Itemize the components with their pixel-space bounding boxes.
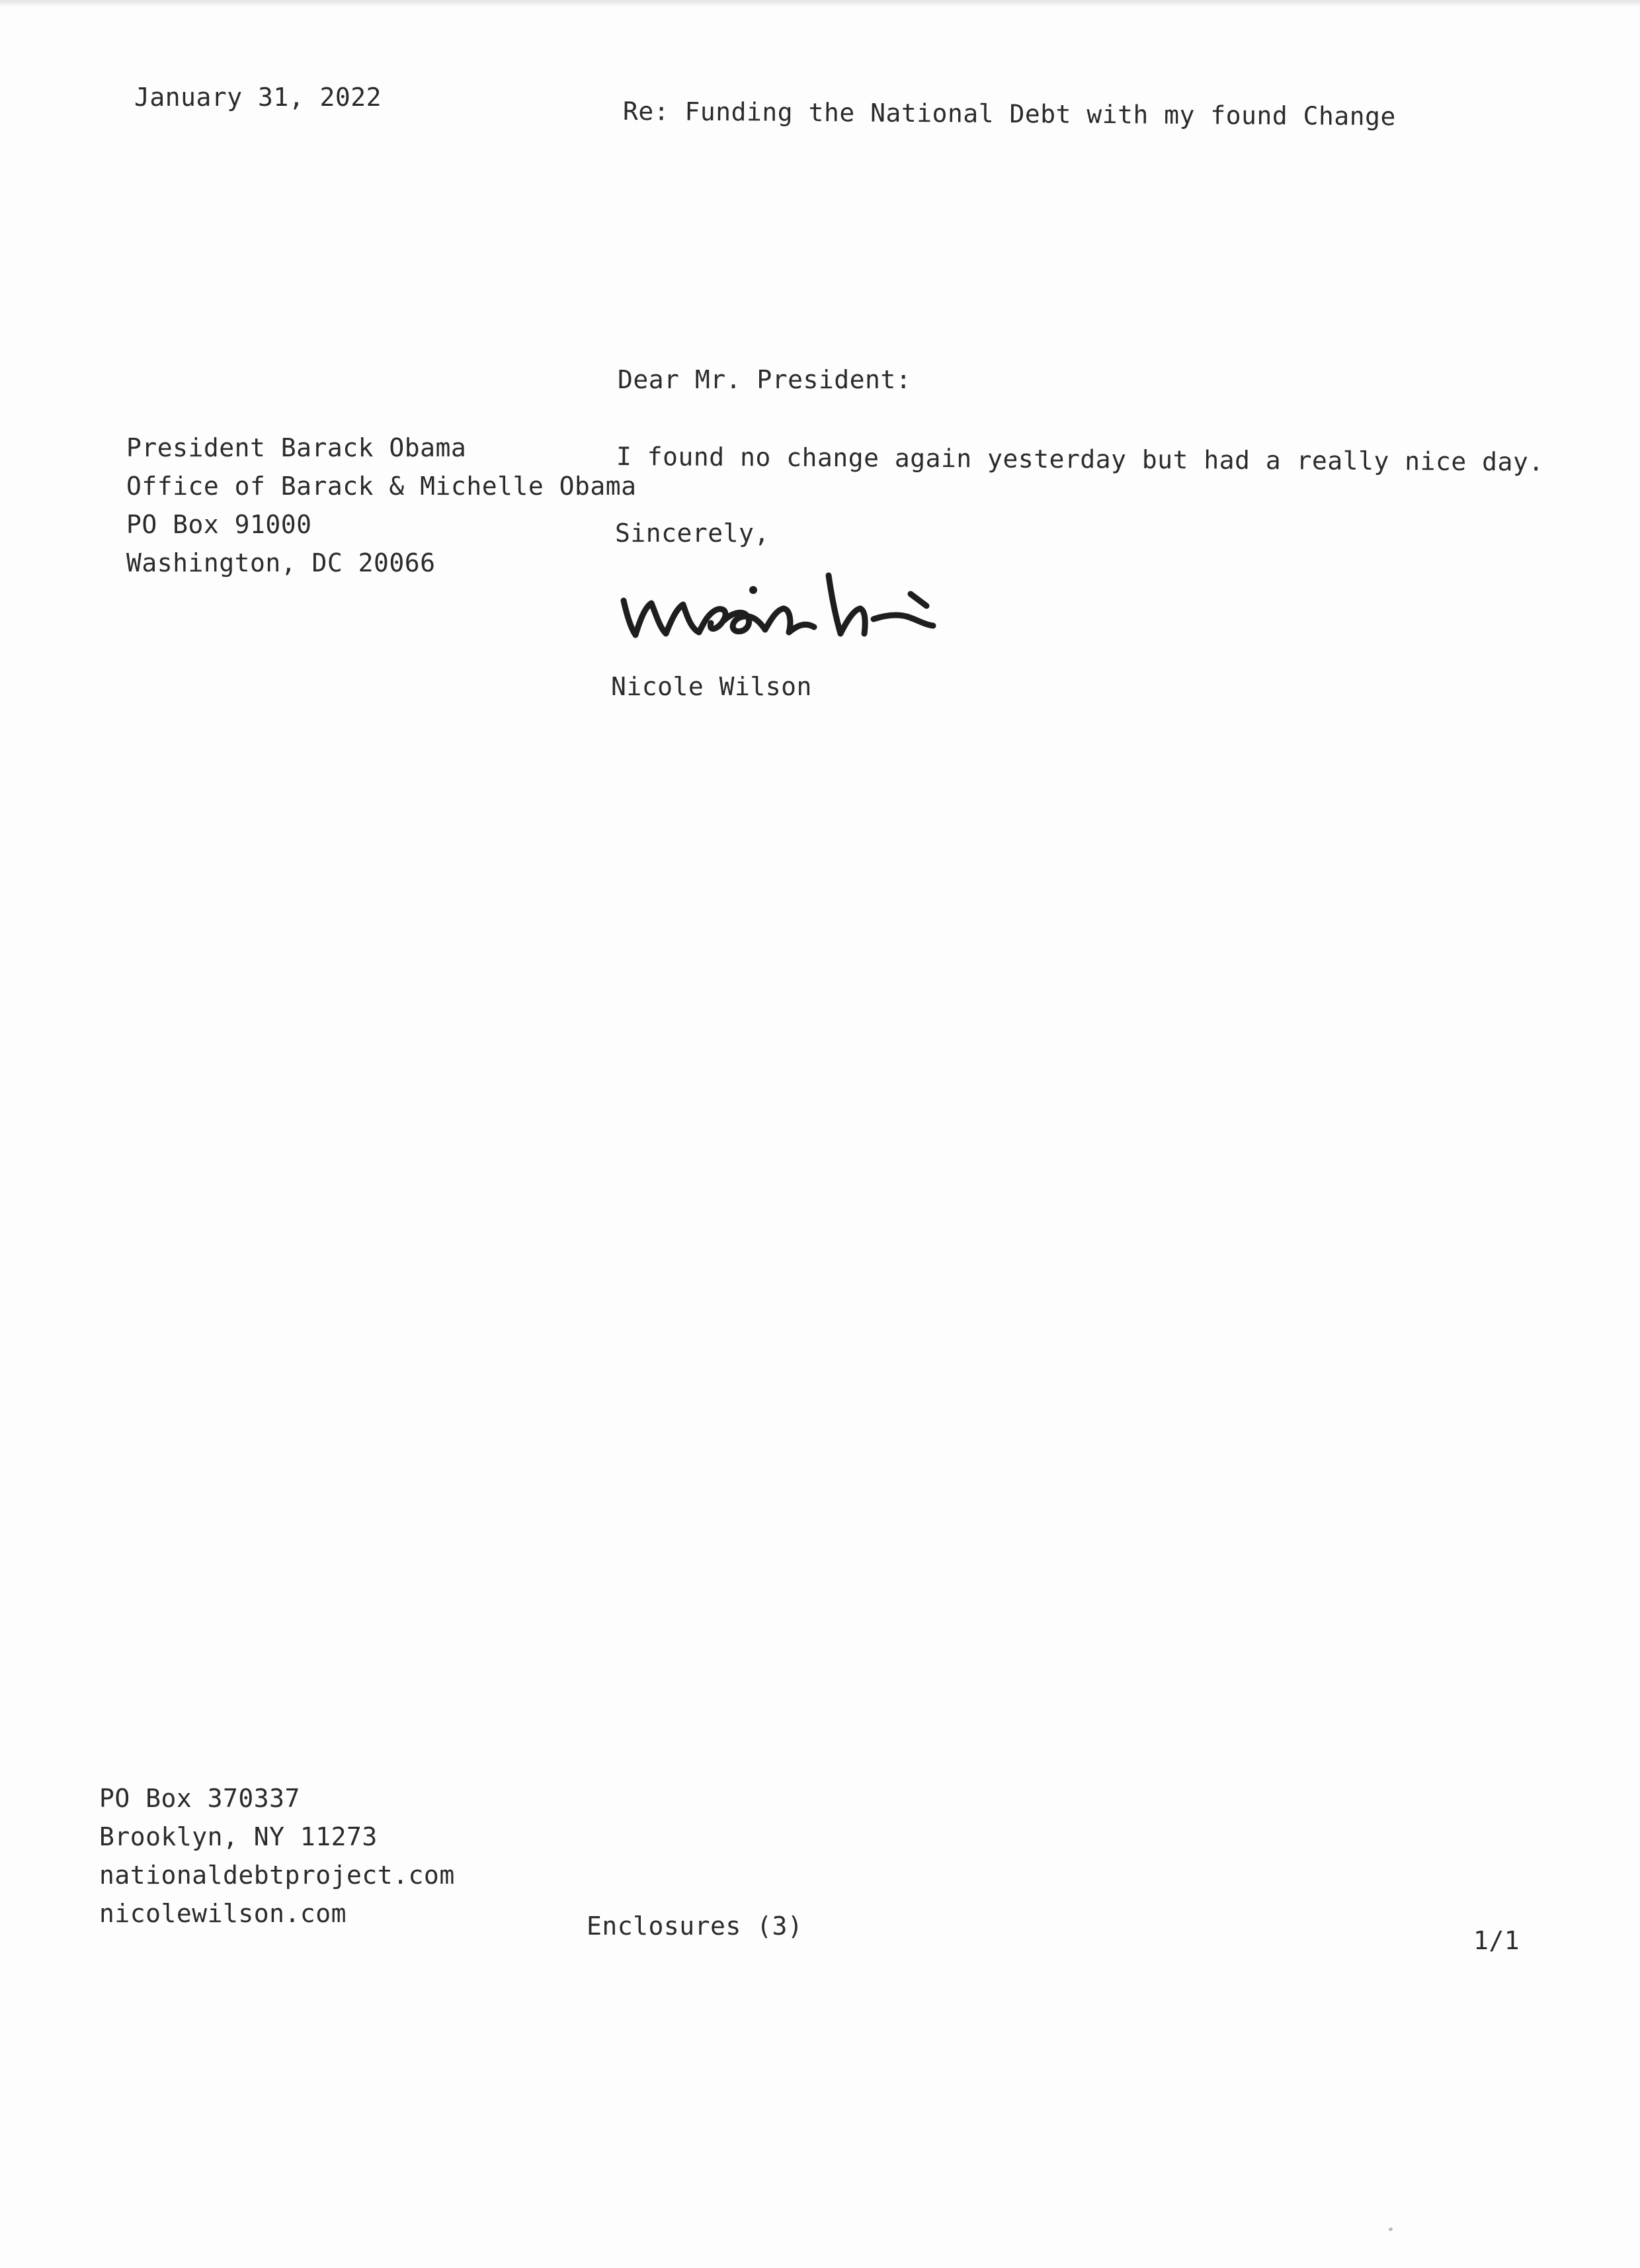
- recipient-address: [126, 429, 636, 582]
- sender-address: [99, 1779, 455, 1933]
- scan-edge: [0, 0, 1640, 7]
- letter-salutation: Dear Mr. President:: [618, 365, 912, 394]
- letter-subject: Re: Funding the National Debt with my found Change: [622, 97, 1397, 132]
- sender-line: nicolewilson.com: [99, 1899, 347, 1928]
- letter-date: January 31, 2022: [134, 83, 382, 112]
- handwritten-signature: [618, 561, 969, 650]
- scan-speck: [1389, 2228, 1393, 2231]
- enclosures-note: Enclosures (3): [587, 1911, 803, 1941]
- sender-line: Brooklyn, NY 11273: [99, 1822, 378, 1851]
- sender-line: nationaldebtproject.com: [99, 1861, 455, 1890]
- recipient-line: PO Box 91000: [126, 510, 312, 539]
- recipient-line: President Barack Obama: [126, 433, 467, 462]
- page-number: 1/1: [1473, 1926, 1520, 1955]
- letter-body: I found no change again yesterday but had a really nice day.: [616, 442, 1544, 477]
- recipient-line: Washington, DC 20066: [126, 548, 436, 577]
- signer-name: Nicole Wilson: [611, 672, 812, 701]
- letter-closing: Sincerely,: [615, 519, 770, 548]
- recipient-line: Office of Barack & Michelle Obama: [126, 472, 637, 501]
- sender-line: PO Box 370337: [99, 1784, 300, 1813]
